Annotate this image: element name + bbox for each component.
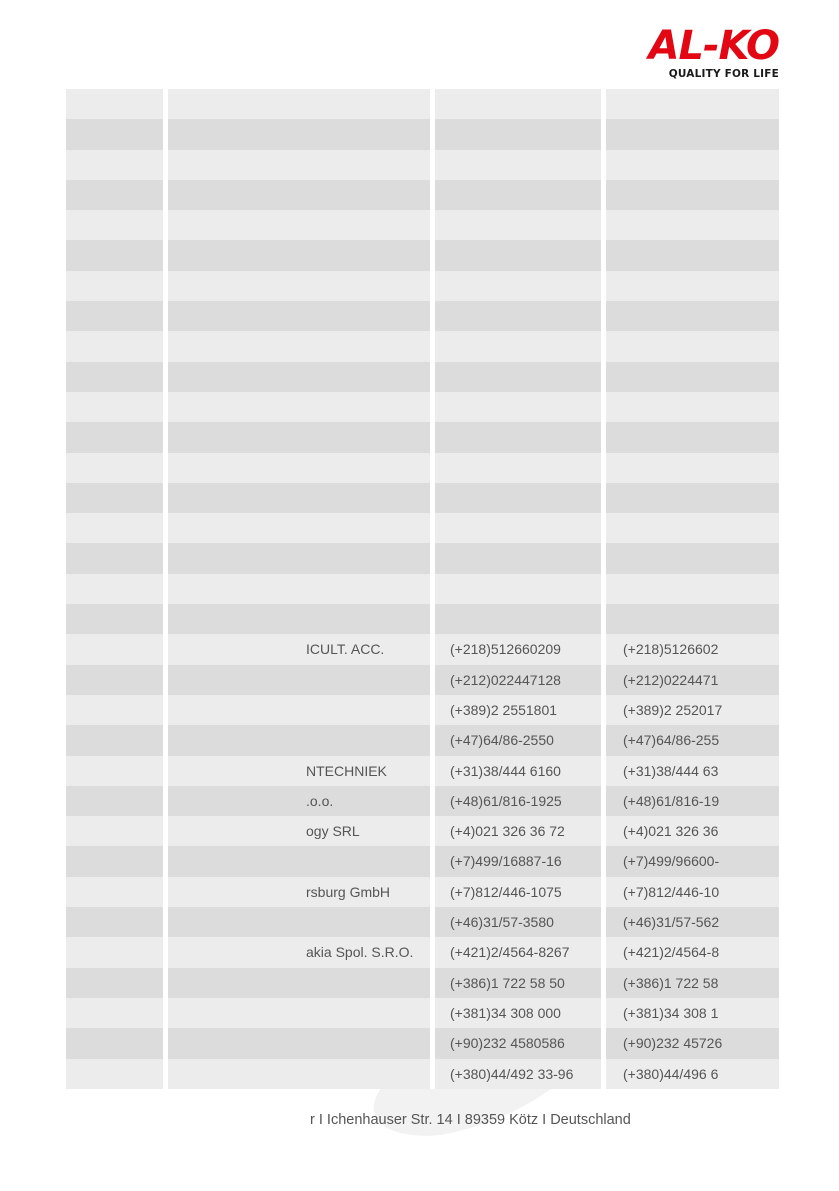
column-divider <box>163 725 168 755</box>
column-divider <box>601 271 606 301</box>
column-divider <box>430 180 435 210</box>
column-divider <box>430 543 435 573</box>
column-divider <box>163 483 168 513</box>
table-row <box>66 907 779 937</box>
company-cell: akia Spol. S.R.O. <box>306 944 414 961</box>
column-divider <box>430 483 435 513</box>
column-divider <box>601 210 606 240</box>
column-divider <box>601 119 606 149</box>
column-divider <box>163 877 168 907</box>
phone-cell: (+421)2/4564-8267 <box>450 944 570 961</box>
table-row <box>66 513 779 543</box>
column-divider <box>601 513 606 543</box>
company-cell: ICULT. ACC. <box>306 641 385 658</box>
column-divider <box>163 543 168 573</box>
phone-cell: (+90)232 4580586 <box>450 1035 565 1052</box>
table-row <box>66 695 779 725</box>
column-divider <box>163 513 168 543</box>
phone-cell: (+46)31/57-3580 <box>450 914 554 931</box>
column-divider <box>430 210 435 240</box>
column-divider <box>601 240 606 270</box>
fax-cell: (+386)1 722 58 <box>623 974 719 991</box>
table-row <box>66 1059 779 1089</box>
table-row <box>66 180 779 210</box>
column-divider <box>601 331 606 361</box>
column-divider <box>163 180 168 210</box>
fax-cell: (+7)499/96600- <box>623 853 720 870</box>
column-divider <box>430 150 435 180</box>
logo-brand: AL-KO <box>648 23 779 69</box>
column-divider <box>163 453 168 483</box>
column-divider <box>163 846 168 876</box>
column-divider <box>163 937 168 967</box>
footer-address: r I Ichenhauser Str. 14 I 89359 Kötz I Deutschland <box>310 1112 631 1128</box>
column-divider <box>163 119 168 149</box>
table-row <box>66 756 779 786</box>
contact-table <box>66 89 779 1089</box>
table-row <box>66 362 779 392</box>
column-divider <box>430 331 435 361</box>
column-divider <box>601 574 606 604</box>
fax-cell: (+381)34 308 1 <box>623 1004 719 1021</box>
table-row <box>66 483 779 513</box>
column-divider <box>601 150 606 180</box>
column-divider <box>163 362 168 392</box>
fax-cell: (+4)021 326 36 <box>623 823 719 840</box>
table-row <box>66 665 779 695</box>
column-divider <box>430 453 435 483</box>
alko-logo <box>648 23 780 80</box>
table-row <box>66 877 779 907</box>
company-cell: .o.o. <box>306 792 334 809</box>
column-divider <box>430 604 435 634</box>
table-row <box>66 150 779 180</box>
column-divider <box>601 362 606 392</box>
column-divider <box>163 665 168 695</box>
column-divider <box>163 1028 168 1058</box>
table-row <box>66 301 779 331</box>
phone-cell: (+4)021 326 36 72 <box>450 823 565 840</box>
table-row <box>66 968 779 998</box>
column-divider <box>601 422 606 452</box>
column-divider <box>430 301 435 331</box>
column-divider <box>163 271 168 301</box>
phone-cell: (+47)64/86-2550 <box>450 732 554 749</box>
column-divider <box>430 271 435 301</box>
table-row <box>66 846 779 876</box>
table-row <box>66 240 779 270</box>
fax-cell: (+7)812/446-10 <box>623 883 720 900</box>
column-divider <box>163 331 168 361</box>
fax-cell: (+389)2 252017 <box>623 701 723 718</box>
table-row <box>66 937 779 967</box>
phone-cell: (+212)022447128 <box>450 671 561 688</box>
table-row <box>66 634 779 664</box>
column-divider <box>163 604 168 634</box>
fax-cell: (+90)232 45726 <box>623 1035 723 1052</box>
fax-cell: (+46)31/57-562 <box>623 914 720 931</box>
column-divider <box>163 816 168 846</box>
column-divider <box>163 150 168 180</box>
table-row <box>66 422 779 452</box>
column-divider <box>601 604 606 634</box>
column-divider <box>430 513 435 543</box>
column-divider <box>163 301 168 331</box>
table-row <box>66 604 779 634</box>
phone-cell: (+386)1 722 58 50 <box>450 974 565 991</box>
company-cell: ogy SRL <box>306 823 360 840</box>
logo-tagline: QUALITY FOR LIFE <box>668 68 779 80</box>
column-divider <box>163 89 168 119</box>
column-divider <box>163 240 168 270</box>
column-divider <box>163 998 168 1028</box>
column-divider <box>430 89 435 119</box>
table-row <box>66 725 779 755</box>
table-row <box>66 271 779 301</box>
column-divider <box>430 422 435 452</box>
column-divider <box>163 574 168 604</box>
column-divider <box>163 634 168 664</box>
phone-cell: (+389)2 2551801 <box>450 701 558 718</box>
column-divider <box>163 907 168 937</box>
phone-cell: (+48)61/816-1925 <box>450 792 562 809</box>
column-divider <box>163 695 168 725</box>
column-divider <box>163 1059 168 1089</box>
column-divider <box>601 301 606 331</box>
column-divider <box>430 362 435 392</box>
table-row <box>66 543 779 573</box>
fax-cell: (+48)61/816-19 <box>623 792 720 809</box>
company-cell: rsburg GmbH <box>306 883 391 900</box>
fax-cell: (+218)5126602 <box>623 641 719 658</box>
column-divider <box>163 422 168 452</box>
fax-cell: (+212)0224471 <box>623 671 719 688</box>
table-row <box>66 1028 779 1058</box>
column-divider <box>601 180 606 210</box>
column-divider <box>430 574 435 604</box>
table-row <box>66 119 779 149</box>
company-cell: NTECHNIEK <box>306 762 387 779</box>
column-divider <box>163 210 168 240</box>
column-divider <box>163 392 168 422</box>
column-divider <box>163 968 168 998</box>
column-divider <box>430 240 435 270</box>
column-divider <box>430 119 435 149</box>
table-row <box>66 786 779 816</box>
table-row <box>66 331 779 361</box>
column-divider <box>163 756 168 786</box>
phone-cell: (+7)812/446-1075 <box>450 883 562 900</box>
fax-cell: (+421)2/4564-8 <box>623 944 720 961</box>
table-row <box>66 998 779 1028</box>
column-divider <box>601 89 606 119</box>
table-row <box>66 89 779 119</box>
table-row <box>66 574 779 604</box>
column-divider <box>601 543 606 573</box>
phone-cell: (+7)499/16887-16 <box>450 853 562 870</box>
fax-cell: (+380)44/496 6 <box>623 1065 719 1082</box>
table-row <box>66 453 779 483</box>
table-row <box>66 210 779 240</box>
column-divider <box>430 392 435 422</box>
column-divider <box>601 392 606 422</box>
column-divider <box>601 453 606 483</box>
table-row <box>66 816 779 846</box>
phone-cell: (+218)512660209 <box>450 641 561 658</box>
column-divider <box>163 786 168 816</box>
fax-cell: (+47)64/86-255 <box>623 732 720 749</box>
table-row <box>66 392 779 422</box>
fax-cell: (+31)38/444 63 <box>623 762 719 779</box>
column-divider <box>601 483 606 513</box>
phone-cell: (+381)34 308 000 <box>450 1004 561 1021</box>
phone-cell: (+380)44/492 33-96 <box>450 1065 574 1082</box>
phone-cell: (+31)38/444 6160 <box>450 762 561 779</box>
